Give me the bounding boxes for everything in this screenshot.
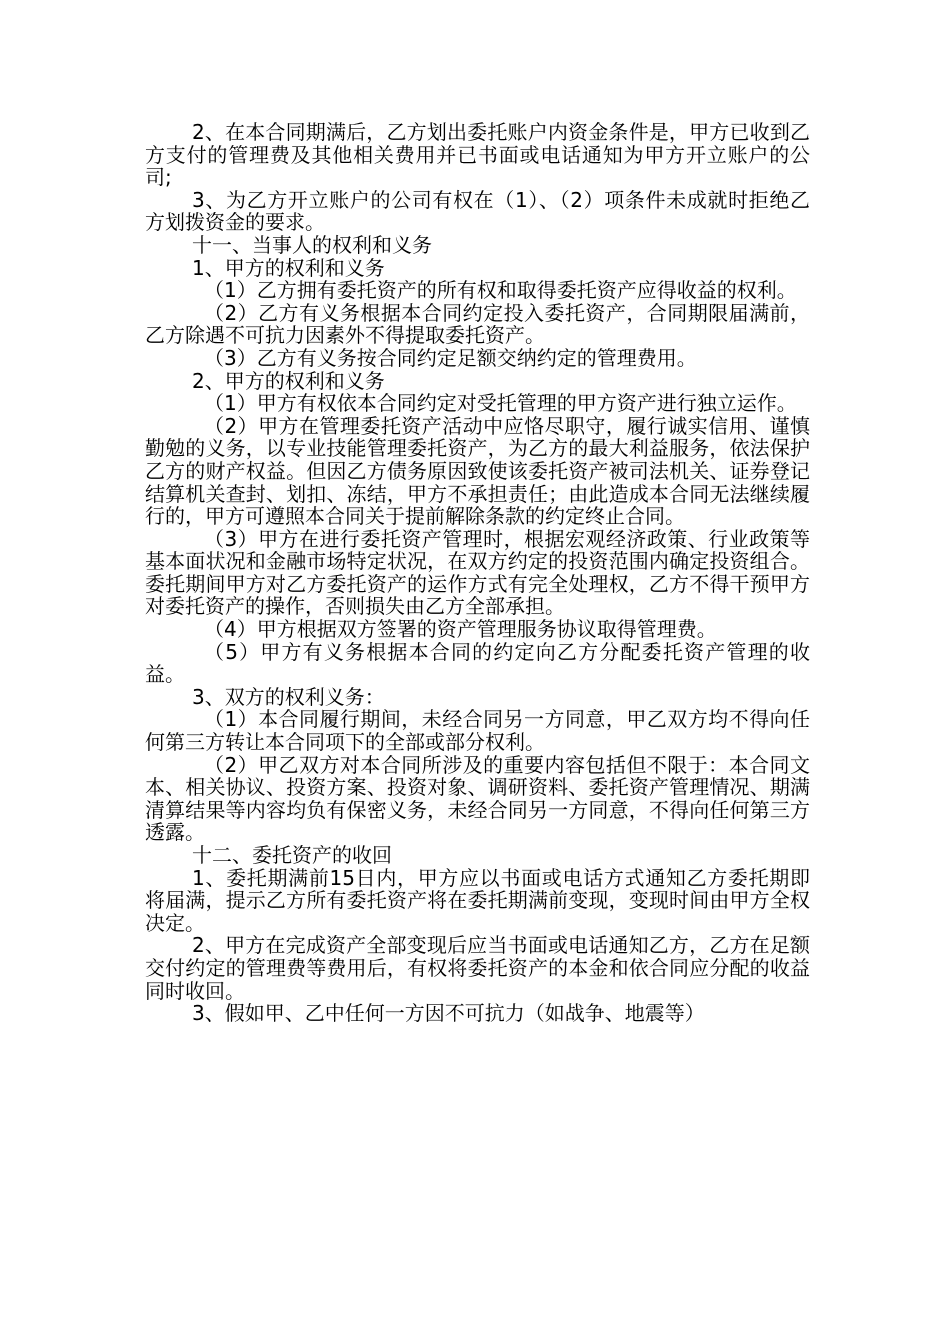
paragraph-confidentiality: （2）甲乙双方对本合同所涉及的重要内容包括但不限于：本合同文本、相关协议、投资方案、投资对象、调研资料、委托资产管理情况、期满清算结果等内容均负有保密义务，未经合同另一方同意，不得向任何第三方透露。 bbox=[145, 752, 810, 845]
section-heading-asset-recovery: 十二、委托资产的收回 bbox=[192, 843, 392, 867]
paragraph-no-transfer-of-rights: （1）本合同履行期间，未经合同另一方同意，甲乙双方均不得向任何第三方转让本合同项下的全部或部分权利。 bbox=[145, 707, 810, 755]
section-heading-rights-obligations: 十一、当事人的权利和义务 bbox=[192, 232, 432, 257]
paragraph-party-a-profit-distribution: （5）甲方有义务根据本合同的约定向乙方分配委托资产管理的收益。 bbox=[145, 639, 810, 687]
paragraph-withdrawal-condition-3: 3、为乙方开立账户的公司有权在（1）、（2）项条件未成就时拒绝乙方划拨资金的要求。 bbox=[145, 187, 810, 235]
paragraph-party-a-independent-operation: （1）甲方有权依本合同约定对受托管理的甲方资产进行独立运作。 bbox=[204, 391, 797, 416]
paragraph-force-majeure: 3、假如甲、乙中任何一方因不可抗力（如战争、地震等） bbox=[192, 1001, 705, 1026]
subheading-mutual-rights: 3、双方的权利义务： bbox=[192, 684, 385, 709]
paragraph-party-a-duty-of-care: （2）甲方在管理委托资产活动中应恪尽职守，履行诚实信用、谨慎勤勉的义务，以专业技能管理委托资产，为乙方的最大利益服务，依法保护乙方的财产权益。但因乙方债务原因致使该委托资产被司法机关、证券登记结算机关查封、划扣、冻结，甲方不承担责任；由此造成本合同无法继续履行的，甲方可遵照本合同关于提前解除条款的约定终止合同。 bbox=[145, 413, 810, 529]
document-body bbox=[145, 121, 810, 1025]
paragraph-withdrawal-condition-2: 2、在本合同期满后，乙方划出委托账户内资金条件是，甲方已收到乙方支付的管理费及其他相关费用并已书面或电话通知为甲方开立账户的公司; bbox=[145, 120, 810, 190]
paragraph-party-b-ownership: （1）乙方拥有委托资产的所有权和取得委托资产应得收益的权利。 bbox=[204, 278, 797, 303]
subheading-party-a-rights-2: 2、甲方的权利和义务 bbox=[192, 368, 385, 393]
paragraph-party-a-management-fee: （4）甲方根据双方签署的资产管理服务协议取得管理费。 bbox=[204, 617, 717, 642]
paragraph-party-a-investment-portfolio: （3）甲方在进行委托资产管理时，根据宏观经济政策、行业政策等基本面状况和金融市场特定状况，在双方约定的投资范围内确定投资组合。委托期间甲方对乙方委托资产的运作方式有完全处理权，乙方不得干预甲方对委托资产的操作，否则损失由乙方全部承担。 bbox=[145, 526, 810, 619]
paragraph-expiry-notice: 1、委托期满前15日内，甲方应以书面或电话方式通知乙方委托期即将届满，提示乙方所有委托资产将在委托期满前变现，变现时间由甲方全权决定。 bbox=[145, 865, 810, 935]
paragraph-asset-withdrawal: 2、甲方在完成资产全部变现后应当书面或电话通知乙方，乙方在足额交付约定的管理费等费用后，有权将委托资产的本金和依合同应分配的收益同时收回。 bbox=[145, 933, 810, 1003]
paragraph-party-b-investment-obligation: （2）乙方有义务根据本合同约定投入委托资产，合同期限届满前，乙方除遇不可抗力因素外不得提取委托资产。 bbox=[145, 300, 810, 348]
subheading-party-a-rights-1: 1、甲方的权利和义务 bbox=[192, 255, 385, 280]
paragraph-party-b-management-fee: （3）乙方有义务按合同约定足额交纳约定的管理费用。 bbox=[204, 345, 697, 370]
